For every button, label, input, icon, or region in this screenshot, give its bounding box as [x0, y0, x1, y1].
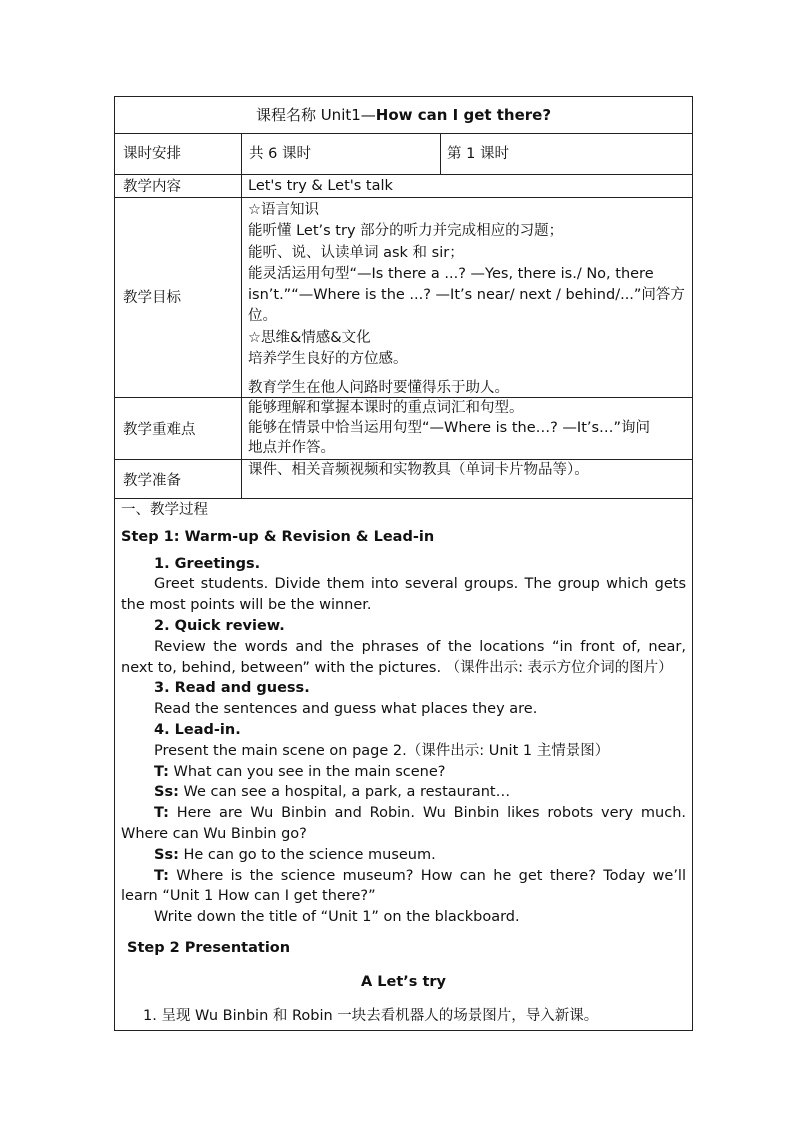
key-point-line: 能够在情景中恰当运用句型“—Where is the…? —It’s…”询问: [248, 420, 651, 436]
dialog-text: Here are Wu Binbin and Robin. Wu Binbin likes robots very much. Where can Wu Binbin go?: [121, 805, 686, 842]
key-points-content: [248, 398, 650, 458]
goals-content: [248, 200, 686, 400]
dialog-text: Where is the science museum? How can he get there? Today we’ll learn “Unit 1 How can I get there?”: [121, 867, 686, 905]
column-divider: [241, 133, 242, 498]
course-title-prefix: 课程名称 Unit1—: [255, 106, 376, 124]
course-title-unit: How can I get there?: [375, 106, 552, 124]
dialog-line: [121, 866, 686, 908]
guess-body: Read the sentences and guess what places they are.: [154, 701, 538, 718]
section-a-heading: A Let’s try: [361, 973, 446, 990]
goal-line: 位。: [248, 308, 277, 325]
content-value: Let's try & Let's talk: [248, 178, 393, 194]
goal-line: 能听懂 Let’s try 部分的听力并完成相应的习题；: [248, 223, 564, 240]
speaker: T:: [154, 867, 169, 884]
goal-line: 能灵活运用句型“—Is there a ...? —Yes, there is./ No, there: [248, 265, 654, 282]
greetings-body: Greet students. Divide them into several groups. The group which gets the most points will be the winner.: [121, 576, 686, 614]
dialog-text: What can you see in the main scene?: [168, 763, 446, 780]
goal-line: 培养学生良好的方位感。: [248, 351, 408, 368]
presentation-item: 1. 呈现 Wu Binbin 和 Robin 一块去看机器人的场景图片，导入新课。: [143, 1007, 599, 1024]
schedule-current: 第 1 课时: [447, 146, 509, 162]
speaker: T:: [154, 805, 169, 822]
process-heading: 一、教学过程: [121, 502, 208, 518]
guess-title: 3. Read and guess.: [154, 680, 310, 697]
key-points-label: 教学重难点: [123, 422, 196, 438]
speaker: Ss:: [154, 784, 179, 801]
review-body: Review the words and the phrases of the locations “in front of, near, next to, behind, between” with the pictures. （课件出示: 表示方位介词的图片）: [121, 638, 686, 676]
speaker: T:: [154, 763, 169, 780]
dialog-line: [121, 782, 686, 803]
prep-value: 课件、相关音频视频和实物教具（单词卡片物品等）。: [248, 462, 589, 478]
lesson-plan-table: [114, 96, 693, 1031]
goal-line: 能听、说、认读单词 ask 和 sir；: [248, 244, 464, 261]
step1-heading: Step 1: Warm-up & Revision & Lead-in: [121, 528, 435, 545]
course-title: [115, 97, 692, 133]
teaching-process: [121, 500, 686, 1026]
dialog-line: [121, 803, 686, 845]
dialog-text: We can see a hospital, a park, a restaurant…: [178, 784, 511, 801]
goals-label: 教学目标: [123, 290, 181, 306]
row-divider: [115, 498, 692, 499]
goal-line: isn’t.”“—Where is the ...? —It’s near/ next / behind/...”问答方: [248, 287, 685, 304]
prep-label: 教学准备: [123, 473, 181, 489]
step2-heading: Step 2 Presentation: [127, 939, 291, 956]
row-divider: [115, 133, 692, 134]
goal-line: ☆思维&情感&文化: [248, 329, 371, 346]
greetings-title: 1. Greetings.: [154, 555, 261, 572]
column-divider: [440, 133, 441, 174]
lead-in-title: 4. Lead-in.: [154, 721, 241, 738]
goal-line: 教育学生在他人问路时要懂得乐于助人。: [248, 380, 509, 397]
schedule-label: 课时安排: [123, 146, 181, 162]
dialog-line: [121, 762, 686, 783]
review-title: 2. Quick review.: [154, 617, 285, 634]
schedule-total: 共 6 课时: [249, 146, 311, 162]
speaker: Ss:: [154, 846, 179, 863]
row-divider: [115, 174, 692, 175]
dialog-line: [121, 845, 686, 866]
goal-line: ☆语言知识: [248, 202, 319, 218]
dialog-text: He can go to the science museum.: [178, 846, 436, 863]
key-point-line: 地点并作答。: [248, 440, 335, 456]
lead-in-body: Present the main scene on page 2.（课件出示: Unit 1 主情景图）: [154, 742, 610, 759]
blackboard-note: Write down the title of “Unit 1” on the blackboard.: [154, 909, 520, 926]
row-divider: [115, 197, 692, 198]
key-point-line: 能够理解和掌握本课时的重点词汇和句型。: [248, 400, 524, 416]
content-label: 教学内容: [123, 179, 181, 195]
